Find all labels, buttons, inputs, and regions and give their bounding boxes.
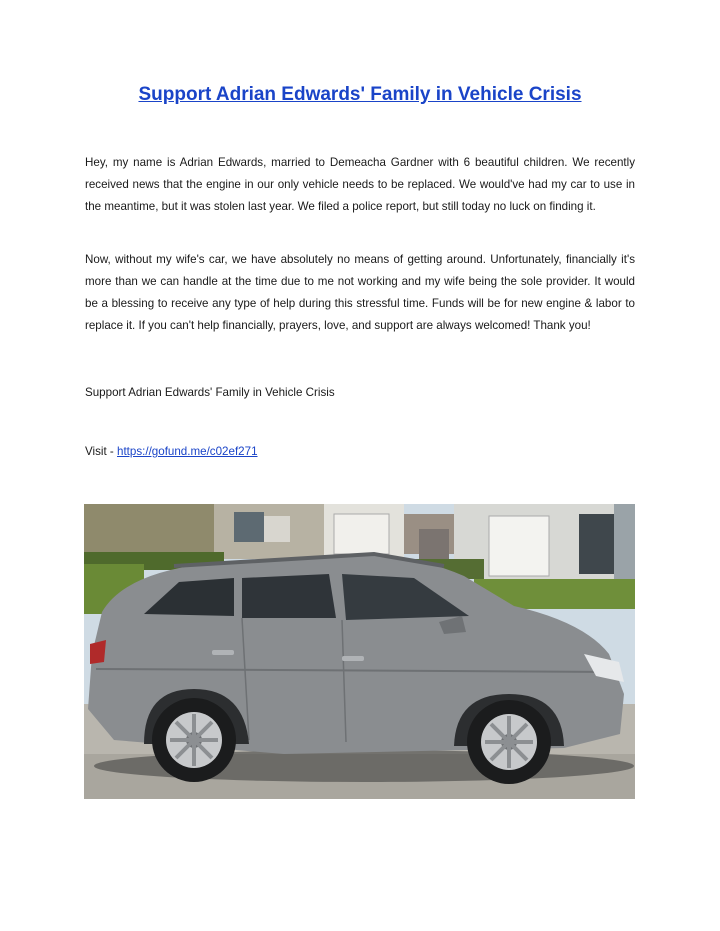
gofundme-link[interactable]: https://gofund.me/c02ef271 <box>117 445 258 458</box>
paragraph-situation: Now, without my wife's car, we have absolutely no means of getting around. Unfortunately, financially it's more than we can handle at the time due to me not working and my wife being the sole provider. It would be a blessing to receive any type of help during this stressful time. Funds will be for new engine & labor to replace it. If you can't help financially, prayers, love, and support are always welcomed! Thank you! <box>85 253 635 332</box>
paragraph-campaign-name: Support Adrian Edwards' Family in Vehicle Crisis <box>85 386 335 399</box>
suv-photo <box>84 504 635 799</box>
document-title[interactable]: Support Adrian Edwards' Family in Vehicle Crisis <box>138 84 582 105</box>
visit-label: Visit - <box>85 445 117 458</box>
visit-line <box>85 441 635 463</box>
paragraph-intro: Hey, my name is Adrian Edwards, married to Demeacha Gardner with 6 beautiful children. We recently received news that the engine in our only vehicle needs to be replaced. We would've had my car to use in the meantime, but it was stolen last year. We filed a police report, but still today no luck on finding it. <box>85 156 635 213</box>
